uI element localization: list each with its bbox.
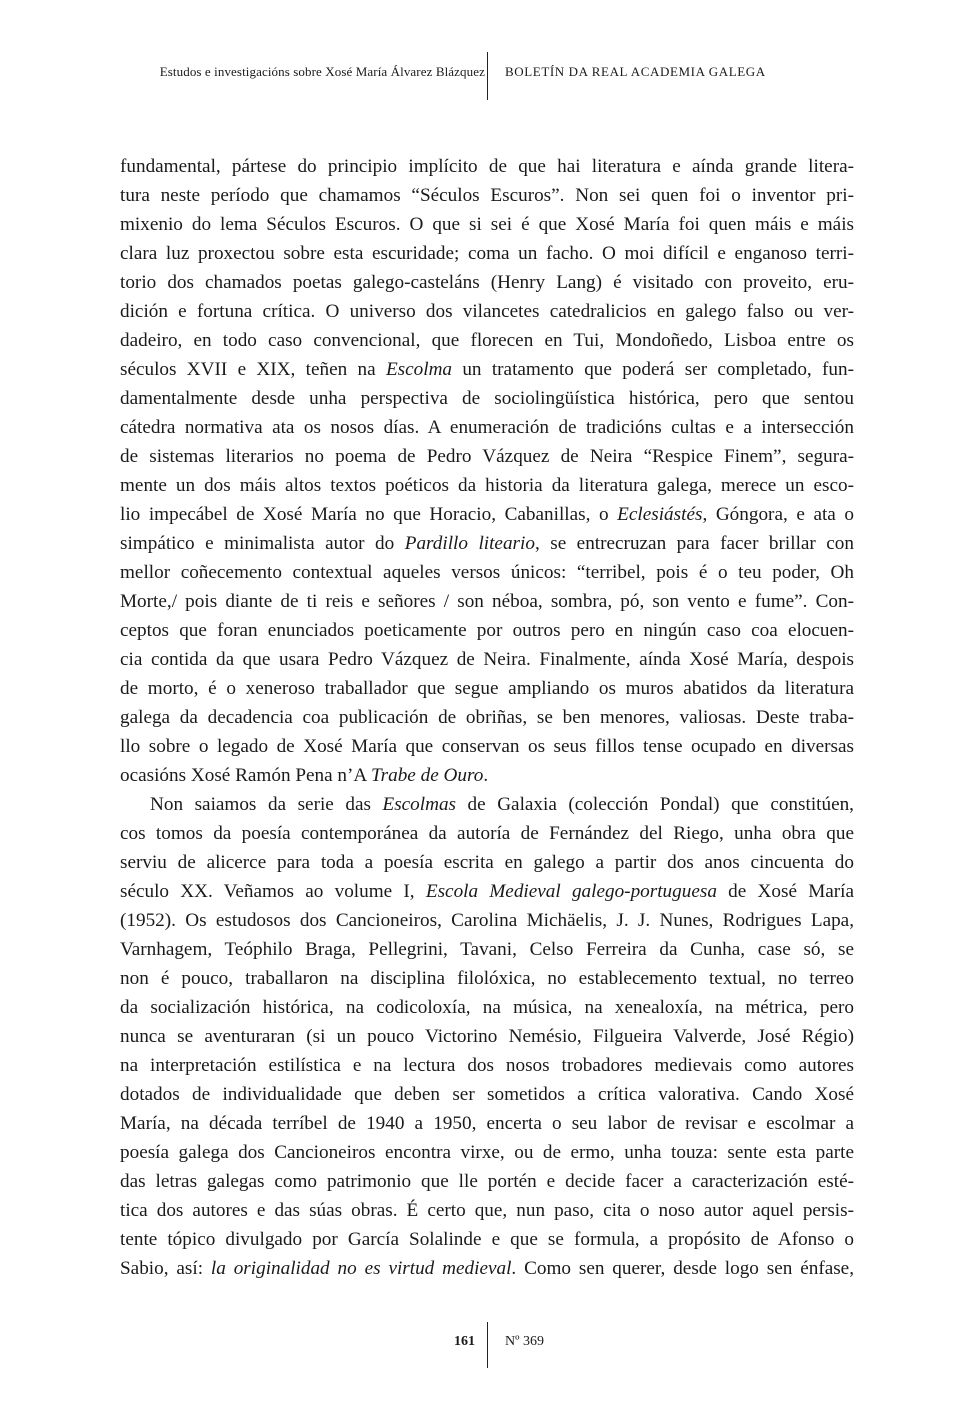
italic-title: Pardillo liteario [404,533,535,554]
text-line: cátedra normativa ata os nosos días. A enumeración de tradicións cultas e a intersección [120,417,854,438]
text-line [120,1254,854,1283]
text-line: galega da decadencia coa publicación de obriñas, se ben menores, valiosas. Deste traba- [120,707,854,728]
text-line: non é pouco, traballaron na disciplina filolóxica, no establecemento textual, no terreo [120,968,854,989]
text-line: mellor coñecemento contextual aqueles versos únicos: “terribel, pois é o teu poder, Oh [120,562,854,583]
text-line [120,500,854,529]
text-line [120,877,854,906]
text-line: das letras galegas como patrimonio que lle portén e decide facer a caracterización esté- [120,1171,854,1192]
text-line: mente un dos máis altos textos poéticos da historia da literatura galega, merece un esco- [120,475,854,496]
italic-title: Eclesiástés [617,504,703,525]
text-line [120,355,854,384]
text-line [120,761,854,790]
text-line: cia contida da que usara Pedro Vázquez de Neira. Finalmente, aínda Xosé María, despois [120,649,854,670]
text-line: serviu de alicerce para toda a poesía escrita en galego a partir dos anos cincuenta do [120,852,854,873]
text-line: llo sobre o legado de Xosé María que conservan os seus fillos tense ocupado en diversas [120,736,854,757]
text-run: séculos XVII e XIX, teñen na [120,359,386,380]
italic-title: Escolma [385,359,453,380]
text-run: ocasións Xosé Ramón Pena n’A [120,765,372,786]
article-body [120,152,854,1283]
italic-title: Escolmas [382,794,457,815]
text-line [120,790,854,819]
paragraph-2 [120,790,854,1283]
text-line: torio dos chamados poetas galego-casteláns (Henry Lang) é visitado con proveito, eru- [120,272,854,293]
text-line: dotados de individualidade que deben ser sometidos a crítica valorativa. Cando Xosé [120,1084,854,1105]
text-line: (1952). Os estudosos dos Cancioneiros, Carolina Michäelis, J. J. Nunes, Rodrigues Lapa, [120,910,854,931]
running-header [0,52,975,100]
text-line: dición e fortuna crítica. O universo dos vilancetes catedralicios en galego falso ou ver- [120,301,854,322]
italic-quote: la originalidad no es virtud medieval [210,1258,512,1279]
text-line [120,529,854,558]
text-line: dadeiro, en todo caso convencional, que florecen en Tui, Mondoñedo, Lisboa entre os [120,330,854,351]
text-line: Morte,/ pois diante de ti reis e señores / son néboa, sombra, pó, son vento e fume”. Con- [120,591,854,612]
issue-number: Nº 369 [505,1334,544,1349]
text-run: Sabio, así: [120,1258,211,1279]
footer-divider [487,1322,488,1368]
text-line: da socialización histórica, na codicoloxía, na música, na xenealoxía, na métrica, pero [120,997,854,1018]
header-series-title: Estudos e investigacións sobre Xosé María Álvarez Blázquez [159,64,485,79]
header-divider [487,52,488,100]
text-run: , se entrecruzan para facer brillar con [534,533,854,554]
text-run: un tratamento que poderá ser completado, fun- [452,359,854,380]
text-run: lio impecábel de Xosé María no que Horacio, Cabanillas, o [120,504,618,525]
text-line: clara luz proxectou sobre esta escuridade; coma un facho. O moi difícil e enganoso terri- [120,243,854,264]
text-run: Non saiamos da serie das [150,794,383,815]
text-run: . [483,765,489,786]
text-run: século XX. Veñamos ao volume I, [120,881,426,902]
header-journal-title: BOLETÍN DA REAL ACADEMIA GALEGA [505,64,766,79]
text-line: mixenio do lema Séculos Escuros. O que si sei é que Xosé María foi quen máis e máis [120,214,854,235]
italic-title: Escola Medieval galego-portuguesa [425,881,717,902]
text-line: María, na década terríbel de 1940 a 1950, encerta o seu labor de revisar e escolmar a [120,1113,854,1134]
text-line: de morto, é o xeneroso traballador que segue ampliando os muros abatidos da literatura [120,678,854,699]
text-run: . Como sen querer, desde logo sen énfase, [511,1258,854,1279]
text-line: fundamental, pártese do principio implícito de que hai literatura e aínda grande litera- [120,156,854,177]
paragraph-1 [120,152,854,790]
text-line: ceptos que foran enunciados poeticamente por outros pero en ningún caso coa elocuen- [120,620,854,641]
page-number: 161 [454,1334,475,1349]
text-line: na interpretación estilística e na lectura dos nosos trobadores medievais como autores [120,1055,854,1076]
text-line: tica dos autores e das súas obras. É certo que, nun paso, cita o noso autor aquel persis- [120,1200,854,1221]
text-run: , Góngora, e ata o [702,504,854,525]
text-line: Varnhagem, Teóphilo Braga, Pellegrini, Tavani, Celso Ferreira da Cunha, case só, se [120,939,854,960]
text-line: tente tópico divulgado por García Solalinde e que se formula, a propósito de Afonso o [120,1229,854,1250]
page-footer [0,1322,975,1368]
text-run: simpático e minimalista autor do [120,533,405,554]
text-line: damentalmente desde unha perspectiva de sociolingüística histórica, pero que sentou [120,388,854,409]
text-line: de sistemas literarios no poema de Pedro Vázquez de Neira “Respice Finem”, segura- [120,446,854,467]
text-line: tura neste período que chamamos “Séculos Escuros”. Non sei quen foi o inventor pri- [120,185,854,206]
text-run: de Galaxia (colección Pondal) que constitúen, [456,794,854,815]
text-line: cos tomos da poesía contemporánea da autoría de Fernández del Riego, unha obra que [120,823,854,844]
text-line: nunca se aventuraran (si un pouco Victorino Nemésio, Filgueira Valverde, José Régio) [120,1026,854,1047]
text-run: de Xosé María [716,881,855,902]
italic-title: Trabe de Ouro [371,765,484,786]
text-line: poesía galega dos Cancioneiros encontra virxe, ou de ermo, unha touza: sente esta parte [120,1142,854,1163]
